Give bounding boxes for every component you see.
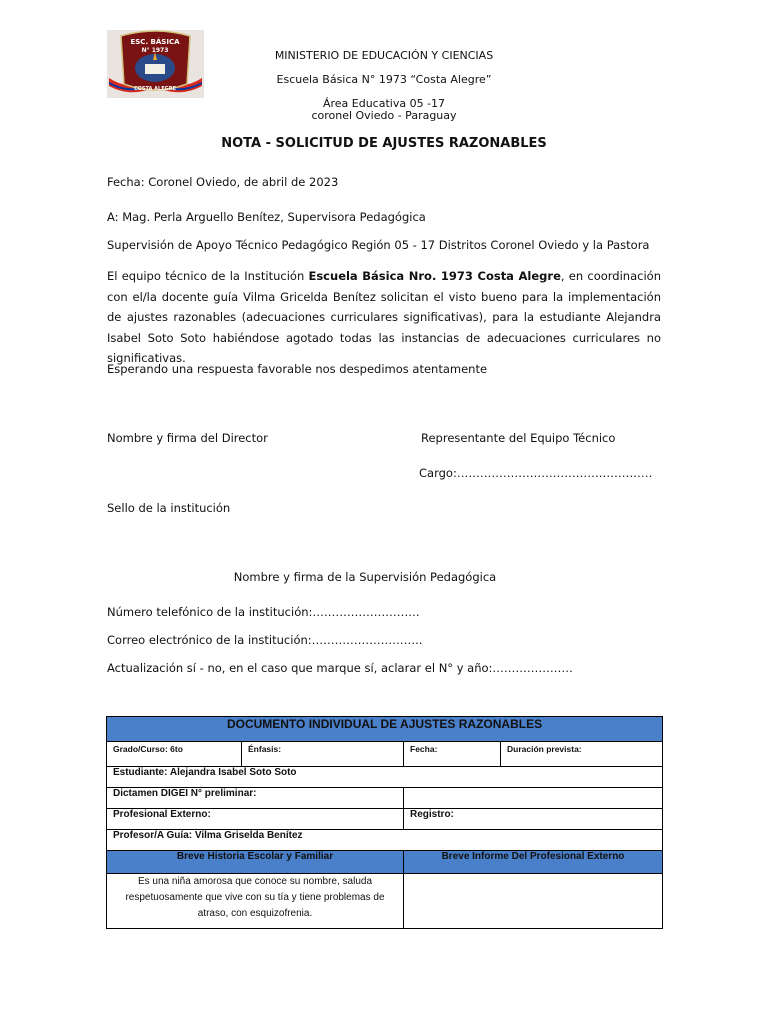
table-title: DOCUMENTO INDIVIDUAL DE AJUSTES RAZONABLES [107, 717, 663, 742]
ministry-name: MINISTERIO DE EDUCACIÓN Y CIENCIAS [274, 49, 494, 62]
closing-line: Esperando una respuesta favorable nos despedimos atentamente [107, 362, 488, 376]
supervision-line: Supervisión de Apoyo Técnico Pedagógico Región 05 - 17 Distritos Coronel Oviedo y la Pastora [107, 238, 650, 252]
body-paragraph: El equipo técnico de la Institución Escuela Básica Nro. 1973 Costa Alegre, en coordinación con el/la docente guía Vilma Gricelda Benítez solicitan el visto bueno para la implementación de ajustes razonables (adecuaciones curriculares significativas), para la estudiante Alejandra Isabel Soto Soto habiéndose agotado todas las instancias de adecuaciones curriculares no significativas. [107, 269, 661, 365]
registry-cell: Registro: [404, 809, 663, 830]
date-line: Fecha: Coronel Oviedo, de abril de 2023 [107, 175, 339, 189]
director-signature-label: Nombre y firma del Director [107, 431, 268, 445]
page-title: NOTA - SOLICITUD DE AJUSTES RAZONABLES [221, 136, 547, 151]
svg-text:N° 1973: N° 1973 [141, 47, 169, 54]
report-header: Breve Informe Del Profesional Externo [404, 851, 663, 874]
educational-area: Área Educativa 05 -17 [322, 97, 446, 110]
student-cell: Estudiante: Alejandra Isabel Soto Soto [107, 767, 663, 788]
external-professional-cell: Profesional Externo: [107, 809, 404, 830]
history-text: Es una niña amorosa que conoce su nombre, saluda respetuosamente que vive con su tía y tiene problemas de atraso, con esquizofrenia. [107, 874, 404, 929]
school-name: Escuela Básica N° 1973 “Costa Alegre” [276, 73, 492, 86]
dictamen-cell: Dictamen DIGEI N° preliminar: [107, 788, 404, 809]
phone-field: Número telefónico de la institución:………………………. [107, 605, 420, 619]
grado-cell: Grado/Curso: 6to [107, 742, 242, 767]
dictamen-value-cell [404, 788, 663, 809]
addressee: A: Mag. Perla Arguello Benítez, Supervisora Pedagógica [107, 210, 426, 224]
supervision-signature-label: Nombre y firma de la Supervisión Pedagógica [233, 570, 497, 584]
enfasis-cell: Énfasis: [242, 742, 404, 767]
cargo-field: Cargo:…………………………………………… [419, 466, 653, 480]
report-text [404, 874, 663, 929]
team-signature-label: Representante del Equipo Técnico [421, 431, 616, 445]
seal-label: Sello de la institución [107, 501, 231, 515]
city: coronel Oviedo - Paraguay [311, 109, 457, 122]
update-field: Actualización sí - no, en el caso que marque sí, aclarar el N° y año:………………… [107, 661, 573, 675]
fecha-cell: Fecha: [404, 742, 501, 767]
adjustments-table [106, 716, 663, 929]
school-logo [107, 30, 204, 98]
svg-text:ESC. BÁSICA: ESC. BÁSICA [130, 38, 180, 46]
teacher-cell: Profesor/A Guía: Vilma Griselda Benítez [107, 830, 663, 851]
history-header: Breve Historia Escolar y Familiar [107, 851, 404, 874]
svg-text:COSTA ALEGRE: COSTA ALEGRE [134, 86, 176, 92]
email-field: Correo electrónico de la institución:……………………….. [107, 633, 423, 647]
duracion-cell: Duración prevista: [501, 742, 663, 767]
